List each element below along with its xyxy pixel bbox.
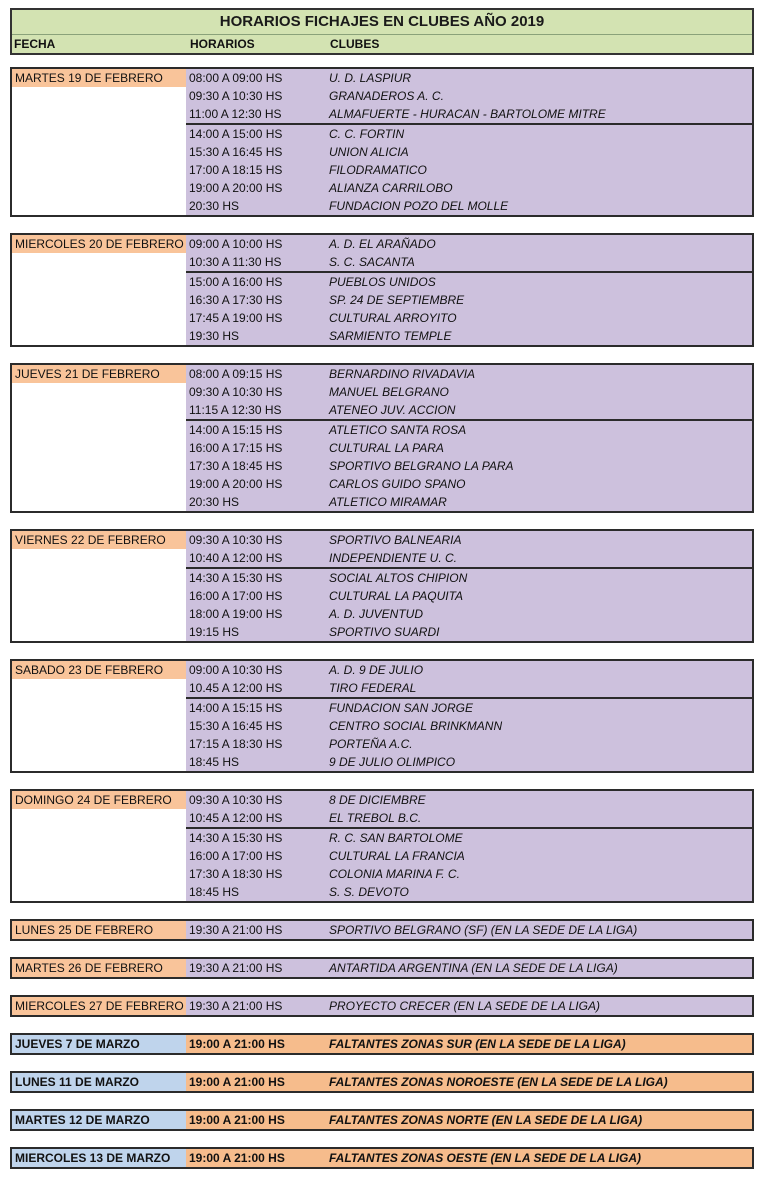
club-cell: SARMIENTO TEMPLE (329, 329, 452, 343)
club-cell: CULTURAL LA PAQUITA (329, 589, 464, 603)
date-column (12, 235, 186, 345)
date-column (12, 69, 186, 215)
time-rows (186, 1035, 752, 1053)
day-date: LUNES 11 DE MARZO (12, 1073, 186, 1091)
time-cell: 15:30 A 16:45 HS (189, 145, 283, 159)
day-date: LUNES 25 DE FEBRERO (12, 921, 186, 939)
club-cell: ALMAFUERTE - HURACAN - BARTOLOME MITRE (329, 107, 606, 121)
time-cell: 14:30 A 15:30 HS (189, 571, 283, 585)
time-cell: 19:00 A 21:00 HS (189, 1113, 285, 1127)
table-row (186, 123, 752, 143)
time-cell: 10:40 A 12:00 HS (189, 551, 283, 565)
time-cell: 14:00 A 15:00 HS (189, 127, 283, 141)
day-block (10, 529, 754, 643)
time-rows (186, 365, 752, 511)
time-cell: 17:15 A 18:30 HS (189, 737, 283, 751)
col-header-horarios: HORARIOS (190, 37, 255, 51)
time-cell: 16:00 A 17:15 HS (189, 441, 283, 455)
day-block (10, 1033, 754, 1055)
table-row (186, 735, 752, 753)
time-cell: 16:00 A 17:00 HS (189, 589, 283, 603)
club-cell: U. D. LASPIUR (329, 71, 412, 85)
date-column (12, 959, 186, 977)
time-rows (186, 921, 752, 939)
time-cell: 17:30 A 18:30 HS (189, 867, 283, 881)
club-cell: PORTEÑA A.C. (329, 737, 413, 751)
time-rows (186, 791, 752, 901)
table-row (186, 865, 752, 883)
day-date: VIERNES 22 DE FEBRERO (12, 531, 186, 549)
table-row (186, 847, 752, 865)
club-cell: ATLETICO SANTA ROSA (329, 423, 467, 437)
date-column (12, 365, 186, 511)
day-block (10, 789, 754, 903)
club-cell: SP. 24 DE SEPTIEMBRE (329, 293, 465, 307)
table-row (186, 717, 752, 735)
table-row (186, 791, 752, 809)
table-row (186, 457, 752, 475)
time-cell: 14:00 A 15:15 HS (189, 701, 283, 715)
club-cell: S. C. SACANTA (329, 255, 415, 269)
club-cell: PUEBLOS UNIDOS (329, 275, 436, 289)
table-row (186, 883, 752, 901)
table-row (186, 235, 752, 253)
table-row (186, 531, 752, 549)
date-column (12, 1149, 186, 1167)
time-cell: 18:45 HS (189, 755, 240, 769)
table-row (186, 475, 752, 493)
time-rows (186, 1073, 752, 1091)
table-row (186, 753, 752, 771)
time-cell: 14:30 A 15:30 HS (189, 831, 283, 845)
sheet-header (10, 8, 754, 55)
club-cell: R. C. SAN BARTOLOME (329, 831, 463, 845)
table-row (186, 493, 752, 511)
table-row (186, 143, 752, 161)
time-cell: 19:00 A 20:00 HS (189, 477, 283, 491)
club-cell: INDEPENDIENTE U. C. (329, 551, 458, 565)
table-row (186, 105, 752, 123)
table-row (186, 365, 752, 383)
table-row (186, 809, 752, 827)
club-cell: FALTANTES ZONAS NOROESTE (EN LA SEDE DE LA LIGA) (329, 1075, 668, 1089)
table-row (186, 567, 752, 587)
club-cell: A. D. EL ARAÑADO (329, 237, 436, 251)
club-cell: SPORTIVO BALNEARIA (329, 533, 462, 547)
day-date: MARTES 26 DE FEBRERO (12, 959, 186, 977)
table-row (186, 197, 752, 215)
day-block (10, 233, 754, 347)
date-column (12, 1073, 186, 1091)
time-rows (186, 661, 752, 771)
date-column (12, 791, 186, 901)
day-block (10, 957, 754, 979)
page-title: HORARIOS FICHAJES EN CLUBES AÑO 2019 (12, 10, 752, 35)
day-block (10, 1071, 754, 1093)
club-cell: CARLOS GUIDO SPANO (329, 477, 466, 491)
day-date: MARTES 19 DE FEBRERO (12, 69, 186, 87)
table-row (186, 1149, 752, 1167)
time-cell: 14:00 A 15:15 HS (189, 423, 283, 437)
date-column (12, 921, 186, 939)
time-cell: 17:45 A 19:00 HS (189, 311, 283, 325)
day-date: MIERCOLES 27 DE FEBRERO (12, 997, 186, 1015)
time-cell: 10.45 A 12:00 HS (189, 681, 283, 695)
table-row (186, 327, 752, 345)
day-date: SABADO 23 DE FEBRERO (12, 661, 186, 679)
table-row (186, 419, 752, 439)
schedule-blocks (10, 67, 754, 1169)
table-row (186, 587, 752, 605)
time-cell: 19:00 A 21:00 HS (189, 1037, 285, 1051)
date-column (12, 997, 186, 1015)
time-cell: 17:00 A 18:15 HS (189, 163, 283, 177)
date-column (12, 1035, 186, 1053)
time-cell: 19:00 A 20:00 HS (189, 181, 283, 195)
time-cell: 10:30 A 11:30 HS (189, 255, 282, 269)
table-row (186, 401, 752, 419)
club-cell: ATENEO JUV. ACCION (329, 403, 456, 417)
time-cell: 20:30 HS (189, 495, 240, 509)
table-row (186, 661, 752, 679)
col-header-fecha: FECHA (14, 37, 56, 51)
table-row (186, 1035, 752, 1053)
club-cell: CULTURAL LA FRANCIA (329, 849, 465, 863)
day-block (10, 1147, 754, 1169)
club-cell: FALTANTES ZONAS SUR (EN LA SEDE DE LA LIGA) (329, 1037, 626, 1051)
day-block (10, 919, 754, 941)
club-cell: UNION ALICIA (329, 145, 409, 159)
club-cell: CULTURAL ARROYITO (329, 311, 457, 325)
time-cell: 17:30 A 18:45 HS (189, 459, 283, 473)
table-row (186, 179, 752, 197)
club-cell: S. S. DEVOTO (329, 885, 409, 899)
club-cell: A. D. 9 DE JULIO (329, 663, 424, 677)
day-date: MIERCOLES 20 DE FEBRERO (12, 235, 186, 253)
time-rows (186, 997, 752, 1015)
day-date: JUEVES 21 DE FEBRERO (12, 365, 186, 383)
club-cell: FALTANTES ZONAS OESTE (EN LA SEDE DE LA LIGA) (329, 1151, 642, 1165)
table-row (186, 69, 752, 87)
time-cell: 15:30 A 16:45 HS (189, 719, 283, 733)
time-cell: 19:15 HS (189, 625, 240, 639)
table-row (186, 253, 752, 271)
table-row (186, 383, 752, 401)
table-row (186, 439, 752, 457)
day-date: MIERCOLES 13 DE MARZO (12, 1149, 186, 1167)
table-row (186, 623, 752, 641)
time-cell: 09:30 A 10:30 HS (189, 385, 283, 399)
time-cell: 16:00 A 17:00 HS (189, 849, 283, 863)
time-cell: 19:00 A 21:00 HS (189, 1151, 285, 1165)
time-cell: 11:15 A 12:30 HS (189, 403, 282, 417)
table-row (186, 959, 752, 977)
club-cell: CULTURAL LA PARA (329, 441, 444, 455)
club-cell: COLONIA MARINA F. C. (329, 867, 460, 881)
time-cell: 19:30 A 21:00 HS (189, 923, 283, 937)
club-cell: ANTARTIDA ARGENTINA (EN LA SEDE DE LA LIGA) (329, 961, 618, 975)
table-row (186, 87, 752, 105)
time-cell: 09:00 A 10:00 HS (189, 237, 283, 251)
time-rows (186, 1111, 752, 1129)
day-block (10, 1109, 754, 1131)
day-block (10, 67, 754, 217)
table-row (186, 161, 752, 179)
table-row (186, 679, 752, 697)
table-row (186, 605, 752, 623)
day-date: JUEVES 7 DE MARZO (12, 1035, 186, 1053)
time-cell: 09:30 A 10:30 HS (189, 793, 283, 807)
date-column (12, 1111, 186, 1129)
time-cell: 18:45 HS (189, 885, 240, 899)
time-cell: 10:45 A 12:00 HS (189, 811, 283, 825)
time-rows (186, 531, 752, 641)
table-row (186, 921, 752, 939)
time-cell: 11:00 A 12:30 HS (189, 107, 282, 121)
day-block (10, 995, 754, 1017)
club-cell: FALTANTES ZONAS NORTE (EN LA SEDE DE LA LIGA) (329, 1113, 643, 1127)
schedule-sheet (10, 8, 754, 1185)
time-rows (186, 235, 752, 345)
time-cell: 08:00 A 09:00 HS (189, 71, 283, 85)
club-cell: SOCIAL ALTOS CHIPION (329, 571, 468, 585)
club-cell: FILODRAMATICO (329, 163, 427, 177)
table-row (186, 997, 752, 1015)
date-column (12, 531, 186, 641)
time-rows (186, 959, 752, 977)
club-cell: A. D. JUVENTUD (329, 607, 424, 621)
table-row (186, 1111, 752, 1129)
date-column (12, 661, 186, 771)
time-cell: 09:30 A 10:30 HS (189, 89, 283, 103)
time-cell: 19:30 HS (189, 329, 240, 343)
time-cell: 15:00 A 16:00 HS (189, 275, 283, 289)
table-row (186, 697, 752, 717)
time-cell: 18:00 A 19:00 HS (189, 607, 283, 621)
table-row (186, 291, 752, 309)
club-cell: SPORTIVO BELGRANO LA PARA (329, 459, 514, 473)
table-row (186, 309, 752, 327)
time-cell: 19:30 A 21:00 HS (189, 999, 283, 1013)
time-cell: 09:00 A 10:30 HS (189, 663, 283, 677)
club-cell: PROYECTO CRECER (EN LA SEDE DE LA LIGA) (329, 999, 600, 1013)
club-cell: ALIANZA CARRILOBO (329, 181, 453, 195)
club-cell: BERNARDINO RIVADAVIA (329, 367, 476, 381)
club-cell: 8 DE DICIEMBRE (329, 793, 426, 807)
time-cell: 19:30 A 21:00 HS (189, 961, 283, 975)
time-cell: 08:00 A 09:15 HS (189, 367, 283, 381)
time-cell: 09:30 A 10:30 HS (189, 533, 283, 547)
club-cell: GRANADEROS A. C. (329, 89, 444, 103)
time-cell: 19:00 A 21:00 HS (189, 1075, 285, 1089)
day-date: DOMINGO 24 DE FEBRERO (12, 791, 186, 809)
club-cell: ATLETICO MIRAMAR (329, 495, 447, 509)
day-block (10, 659, 754, 773)
day-date: MARTES 12 DE MARZO (12, 1111, 186, 1129)
column-headers (12, 35, 752, 53)
club-cell: EL TREBOL B.C. (329, 811, 422, 825)
club-cell: CENTRO SOCIAL BRINKMANN (329, 719, 503, 733)
day-block (10, 363, 754, 513)
club-cell: C. C. FORTIN (329, 127, 405, 141)
table-row (186, 271, 752, 291)
club-cell: SPORTIVO BELGRANO (SF) (EN LA SEDE DE LA LIGA) (329, 923, 638, 937)
time-rows (186, 69, 752, 215)
table-row (186, 1073, 752, 1091)
col-header-clubes: CLUBES (330, 37, 380, 51)
club-cell: SPORTIVO SUARDI (329, 625, 440, 639)
club-cell: TIRO FEDERAL (329, 681, 417, 695)
header-spacer (10, 55, 754, 67)
club-cell: FUNDACION SAN JORGE (329, 701, 474, 715)
time-cell: 20:30 HS (189, 199, 240, 213)
table-row (186, 827, 752, 847)
club-cell: 9 DE JULIO OLIMPICO (329, 755, 456, 769)
time-rows (186, 1149, 752, 1167)
club-cell: FUNDACION POZO DEL MOLLE (329, 199, 509, 213)
time-cell: 16:30 A 17:30 HS (189, 293, 283, 307)
club-cell: MANUEL BELGRANO (329, 385, 449, 399)
table-row (186, 549, 752, 567)
